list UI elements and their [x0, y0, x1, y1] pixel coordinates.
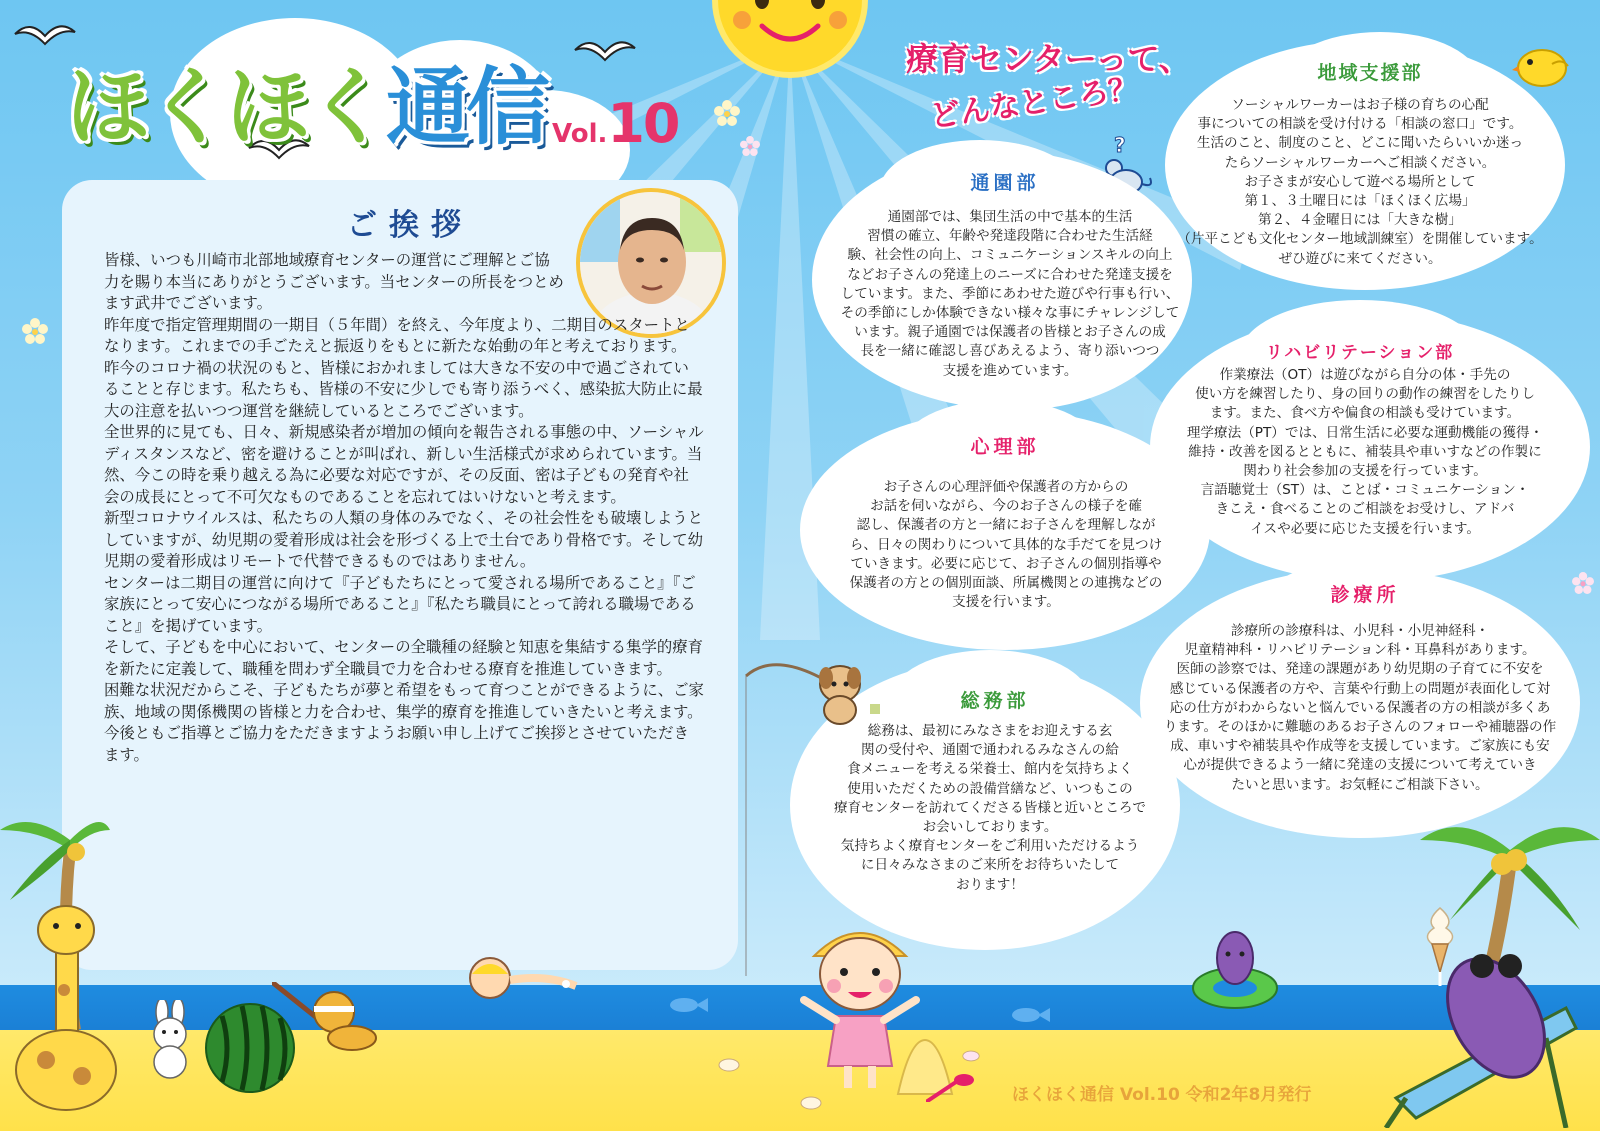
dept-text-shinryo	[1145, 622, 1575, 795]
dept-text-shinri	[806, 478, 1206, 612]
fish-icon	[668, 996, 708, 1014]
volume-number: 10	[607, 92, 679, 155]
seagull-icon	[570, 30, 640, 70]
dept-line: たらソーシャルワーカーへご相談ください。	[1224, 154, 1496, 171]
greeting-paragraph: 全世界的に見ても、日々、新規感染者が増加の傾向を報告される事態の中、ソーシャルディスタンスなど、密を避けることが叫ばれ、新しい生活様式が求められています。当然、今この時を乗り越える為に必要な対応ですが、その反面、密は子どもの発育や社会の成長にとって不可欠なものであることを忘れてはいけないと考えます。	[104, 423, 704, 506]
catch-line-1: 療育センターって、	[906, 40, 1191, 78]
dept-line: 心が提供できるよう一緒に発達の支援について考えていき	[1183, 757, 1537, 774]
dept-line: に日々みなさまのご来所をお待ちいたして	[860, 857, 1120, 874]
greeting-paragraph: 今後ともご指導とご協力をただきますようお願い申し上げてご挨拶とさせていただきます。	[104, 724, 689, 764]
issue-footer: ほくほく通信 Vol.10 令和2年8月発行	[1012, 1085, 1312, 1105]
greeting-paragraph: 昨年度で指定管理期間の一期目（５年間）を終え、今年度より、二期目のスタートとなります。これまでの手ごたえと振返りをもとに新たな始動の年と考えております。	[104, 315, 690, 355]
dept-line: 理学療法（PT）では、日常生活に必要な運動機能の獲得・	[1186, 424, 1544, 441]
greeting-paragraph: 新型コロナウイルスは、私たちの人類の身体のみでなく、その社会性をも破壊しようとしていますが、幼児期の愛着形成は社会を形づくる上で土台であり骨格です。そして幼児期の愛着形成はリモートで代替できるものではありません。	[104, 509, 704, 570]
sweet-potato-icon	[1190, 912, 1280, 1012]
dept-title-somu: 総務部	[960, 690, 1030, 712]
dept-line: 習慣の確立、年齢や発達段階に合わせた生活経	[867, 228, 1153, 245]
beach-chair-icon	[1366, 938, 1586, 1128]
svg-text:?: ?	[1114, 133, 1126, 157]
dept-line: お子さまが安心して遊べる場所として	[1244, 173, 1476, 190]
flower-icon	[1572, 572, 1594, 594]
greeting-paragraph: 皆様、いつも川崎市北部地域療育センターの運営にご理解とご協力を賜り本当にありがとうございます。当センターの所長をつとめます武井でございます。	[104, 251, 564, 312]
dept-line: ります。そのほかに難聴のあるお子さんのフォローや補聴器の作	[1163, 719, 1557, 736]
dept-line: お子さんの心理評価や保護者の方からの	[883, 479, 1129, 495]
dept-line: 認し、保護者の方と一緒にお子さんを理解しなが	[856, 517, 1156, 534]
dept-title-tsuen: 通園部	[970, 172, 1040, 194]
swimmer-icon	[466, 954, 586, 1004]
dept-line: たいと思います。お気軽にご相談下さい。	[1231, 776, 1489, 793]
flower-icon	[740, 136, 760, 156]
dept-line: います。親子通園では保護者の皆様とお子さんの成	[854, 324, 1166, 341]
catch-line-2: どんなところ？	[928, 70, 1141, 135]
dept-line: 言語聴覚士（ST）は、ことば・コミュニケーション・	[1200, 482, 1530, 499]
dept-line: 長を一緒に確認し喜びあえるよう、寄り添いつつ	[860, 343, 1160, 360]
flower-icon	[22, 318, 48, 344]
giraffe-icon	[6, 880, 126, 1120]
dept-line: お会いしております。	[922, 819, 1058, 836]
shell-icon	[962, 1050, 980, 1062]
chick-icon	[1512, 36, 1574, 90]
dept-line: 支援を進めています。	[942, 362, 1078, 379]
flower-icon	[714, 100, 740, 126]
dept-line: （片平こども文化センター地域訓練室）を開催しています。	[1177, 231, 1543, 248]
dept-line: ら、日々の関わりについて具体的な手だてを見つけ	[849, 536, 1163, 553]
dept-line: その季節にしか体験できない様々な事にチャレンジして	[840, 305, 1180, 322]
dept-line: 医師の診察では、発達の課題があり幼児期の子育てに不安を	[1176, 661, 1544, 678]
dept-text-rehab	[1150, 366, 1580, 539]
title-kana: ほくほく	[66, 58, 387, 156]
dept-title-rehab: リハビリテーション部	[1265, 343, 1455, 363]
dept-line: ソーシャルワーカーはお子様の育ちの心配	[1231, 97, 1489, 113]
sun-icon	[690, 0, 890, 110]
greeting-title: ご挨拶	[347, 208, 473, 243]
dept-line: 験、社会性の向上、コミュニケーションスキルの向上	[847, 247, 1173, 264]
dept-line: 第１、３土曜日には「ほくほく広場」	[1244, 193, 1476, 210]
dept-line: イスや必要に応じた支援を行います。	[1250, 520, 1480, 537]
dept-title-shinri: 心理部	[970, 436, 1040, 458]
dept-line: 食メニューを考える栄養士、館内を気持ちよく	[847, 761, 1133, 778]
shovel-icon	[926, 1072, 976, 1102]
greeting-paragraph: センターは二期目の運営に向けて『子どもたちにとって愛される場所であること』『ご家族にとって安心につながる場所であること』『私たち職員にとって誇れる職場であること』を掲げています。	[104, 573, 696, 635]
dept-line: 使い方を練習したり、身の回りの動作の練習をしたりし	[1195, 386, 1535, 403]
dept-line: などお子さんの発達上のニーズに合わせた発達支援を	[847, 266, 1173, 283]
dept-line: 総務は、最初にみなさまをお迎えする玄	[867, 723, 1113, 739]
volume-prefix: Vol.	[552, 119, 608, 149]
dept-line: 感じている保護者の方や、言葉や行動上の問題が表面化して対	[1169, 680, 1551, 697]
dept-line: 作業療法（OT）は遊びながら自分の体・手先の	[1219, 367, 1511, 383]
dept-line: おります！	[956, 876, 1024, 893]
dept-line: 関の受付や、通園で通われるみなさんの給	[860, 742, 1119, 759]
rabbit-icon	[140, 1000, 200, 1080]
title-kanji: 通信	[386, 58, 547, 156]
greeting-paragraph: 昨今のコロナ禍の状況のもと、皆様におかれましては大きな不安の中で過ごされていることと存じます。私たちも、皆様の不安に少しでも寄り添うべく、感染拡大防止に最大の注意を払いつつ運営を継続しているところでございます。	[104, 358, 703, 420]
cat-icon	[272, 982, 382, 1054]
newsletter-title	[66, 40, 546, 161]
volume-label	[552, 92, 679, 155]
dept-line: しています。また、季節にあわせた遊びや行事も行い、	[840, 285, 1180, 302]
dept-line: 関わり社会参加の支援を行っています。	[1243, 463, 1487, 480]
dept-line: 通園部では、集団生活の中で基本的生活	[887, 209, 1133, 225]
dept-line: 第２、４金曜日には「大きな樹」	[1258, 212, 1462, 229]
greeting-paragraph: 困難な状況だからこそ、子どもたちが夢と希望をもって育つことができるように、ご家族、地域の関係機関の皆様と力を合わせ、集学的療育を推進していきたいと考えます。	[104, 681, 704, 721]
dept-line: 事についての相談を受け付ける「相談の窓口」です。	[1197, 116, 1523, 133]
dept-line: 療育センターを訪れてくださる皆様と近いところで	[834, 799, 1146, 816]
dept-line: 気持ちよく療育センターをご利用いただけるよう	[840, 838, 1140, 855]
dept-line: 使用いただくための設備営繕など、いつもこの	[847, 780, 1133, 797]
dept-line: ます。また、食べ方や偏食の相談も受けています。	[1209, 405, 1521, 422]
dept-line: お話を伺いながら、今のお子さんの様子を確	[870, 498, 1142, 515]
shell-icon	[718, 1058, 740, 1072]
dept-line: 維持・改善を図るとともに、補装具や車いすなどの作製に	[1188, 443, 1542, 460]
dept-line: 支援を行います。	[952, 594, 1060, 611]
fish-icon	[1010, 1006, 1050, 1024]
dept-line: ぜひ遊びに来てください。	[1278, 250, 1442, 267]
dept-line: きこえ・食べることのご相談をお受けし、アドバ	[1215, 501, 1515, 518]
dept-line: 保護者の方との個別面談、所属機関との連携などの	[849, 575, 1163, 592]
dept-line: 成、車いすや補装具や作成等を支援しています。ご家族にも安	[1170, 738, 1550, 755]
dept-line: 診療所の診療科は、小児科・小児神経科・	[1230, 623, 1490, 639]
dept-text-tsuen	[820, 208, 1200, 381]
dept-title-chiiki: 地域支援部	[1317, 62, 1423, 84]
dept-line: ていきます。必要に応じて、お子さんの個別指導や	[850, 555, 1162, 572]
shell-icon	[800, 1096, 822, 1110]
greeting-paragraph: そして、子どもを中心において、センターの全職種の経験と知恵を集結する集学的療育を新たに定義して、職種を問わず全職員で力を合わせる療育を推進していきます。	[104, 638, 704, 678]
dept-line: 生活のこと、制度のこと、どこに聞いたらいいか迷っ	[1196, 135, 1524, 152]
dept-line: 応の仕方がわからないと悩んでいる保護者の方の相談が多くあ	[1169, 699, 1551, 716]
dept-title-shinryo: 診療所	[1330, 584, 1400, 606]
dept-line: 児童精神科・リハビリテーション科・耳鼻科があります。	[1184, 642, 1536, 659]
dept-text-chiiki	[1160, 96, 1560, 269]
greeting-body	[104, 250, 704, 766]
